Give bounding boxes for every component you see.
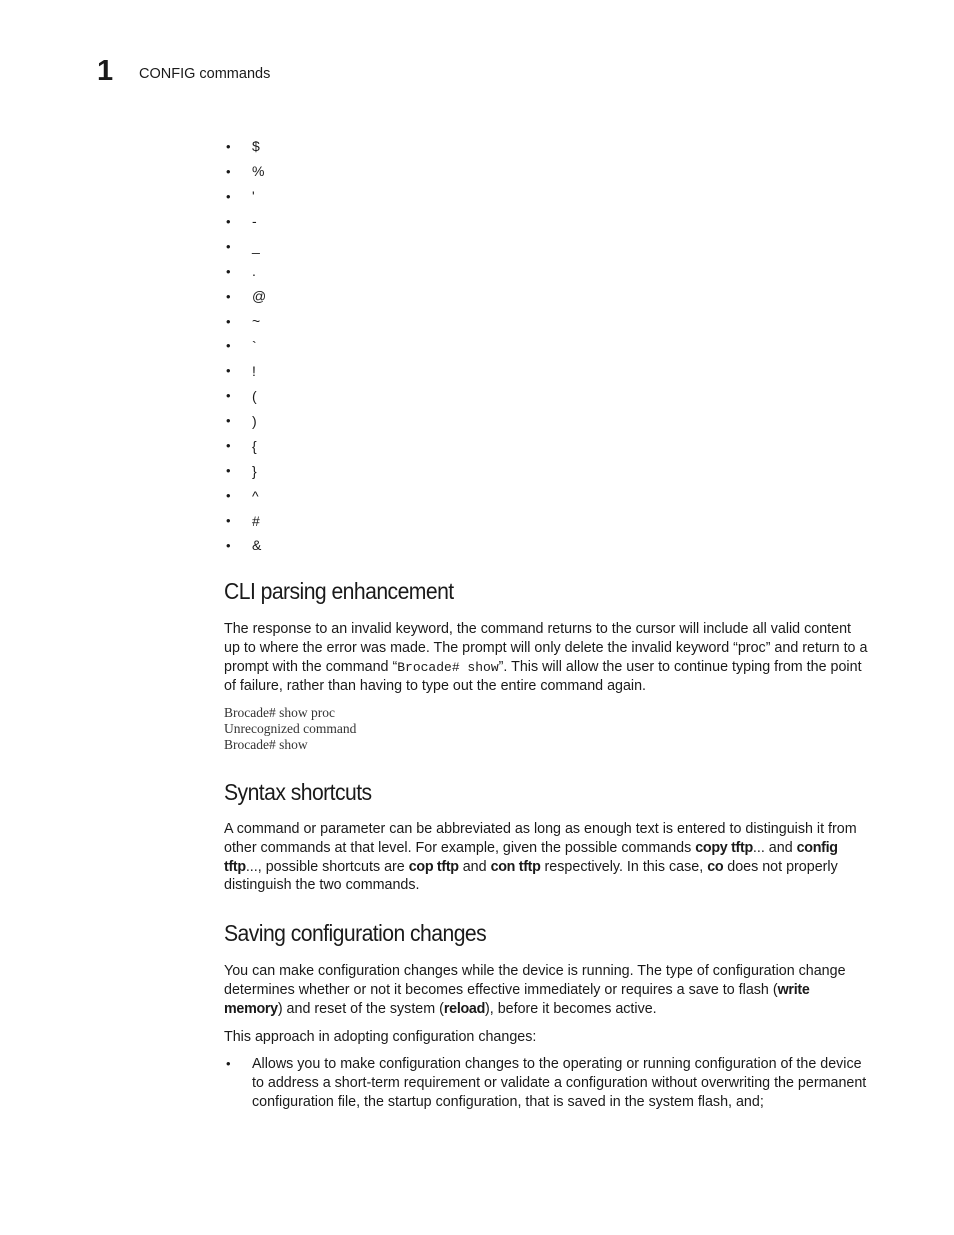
- section-heading-saving: Saving configuration changes: [224, 920, 487, 946]
- symbol: $: [252, 138, 260, 155]
- symbol: }: [252, 462, 257, 479]
- code-line: Brocade# show: [224, 737, 308, 752]
- syntax-paragraph: A command or parameter can be abbreviated as long as enough text is entered to distinguish it from other commands at that level. For example, given the possible commands copy tftp... and config tftp..., possible shortcuts are cop tftp and con tftp respectively. In this case, co does not properly distinguish the two commands.: [224, 821, 857, 894]
- list-item: [224, 259, 266, 284]
- list-item: [224, 334, 266, 359]
- list-item: [224, 234, 266, 259]
- symbol: %: [252, 163, 265, 180]
- section-heading-syntax: Syntax shortcuts: [224, 779, 372, 805]
- bullet-icon: •: [226, 213, 231, 229]
- list-item: [224, 134, 266, 159]
- list-item: [224, 1055, 869, 1111]
- inline-code: Brocade# show: [397, 659, 499, 675]
- list-item: [224, 309, 266, 334]
- list-item: [224, 533, 266, 558]
- list-item: [224, 483, 266, 508]
- symbol-list: [224, 134, 266, 558]
- bullet-icon: •: [226, 363, 231, 379]
- keyword: config tftp: [224, 839, 838, 875]
- keyword: write memory: [224, 981, 810, 1017]
- bullet-icon: •: [226, 238, 231, 254]
- bullet-icon: •: [226, 388, 231, 404]
- code-block: [224, 705, 356, 753]
- keyword: cop tftp: [408, 858, 459, 875]
- symbol: `: [252, 337, 257, 354]
- symbol: @: [252, 288, 267, 305]
- bullet-icon: •: [226, 513, 231, 529]
- keyword: copy tftp: [695, 839, 753, 856]
- section-heading-cli: CLI parsing enhancement: [224, 578, 454, 604]
- keyword: reload: [443, 1000, 486, 1017]
- list-item: [224, 458, 266, 483]
- list-item: [224, 284, 266, 309]
- symbol: #: [252, 512, 260, 529]
- symbol: !: [252, 362, 256, 379]
- symbol: ): [252, 412, 257, 429]
- saving-paragraph: You can make configuration changes while the device is running. The type of configuration change determines whether or not it becomes effective immediately or requires a save to flash (write memory) and reset of the system (reload), before it becomes active.: [224, 963, 846, 1017]
- symbol: ^: [252, 487, 259, 504]
- symbol: &: [252, 537, 262, 554]
- chapter-number: 1: [97, 55, 114, 87]
- approach-paragraph: This approach in adopting configuration changes:: [224, 1029, 537, 1045]
- keyword: co: [707, 858, 724, 875]
- page-header: [97, 55, 270, 87]
- symbol: (: [252, 387, 257, 404]
- bullet-icon: •: [226, 537, 231, 553]
- bullet-icon: •: [226, 313, 231, 329]
- chapter-title: CONFIG commands: [139, 65, 271, 82]
- approach-list: [224, 1055, 869, 1111]
- list-item: [224, 209, 266, 234]
- bullet-icon: •: [226, 263, 231, 279]
- list-item: [224, 159, 266, 184]
- bullet-icon: •: [226, 463, 231, 479]
- bullet-icon: •: [226, 188, 231, 204]
- list-item: [224, 433, 266, 458]
- bullet-icon: •: [226, 163, 231, 179]
- list-item: [224, 358, 266, 383]
- symbol: {: [252, 437, 257, 454]
- bullet-icon: •: [226, 438, 231, 454]
- bullet-icon: •: [226, 1056, 231, 1071]
- code-line: Brocade# show proc: [224, 705, 335, 720]
- bullet-icon: •: [226, 338, 231, 354]
- bullet-icon: •: [226, 488, 231, 504]
- symbol: ~: [252, 313, 261, 330]
- list-item: [224, 184, 266, 209]
- code-line: Unrecognized command: [224, 721, 357, 736]
- list-item: [224, 383, 266, 408]
- symbol: ': [252, 188, 255, 205]
- keyword: con tftp: [490, 858, 541, 875]
- bullet-icon: •: [226, 138, 231, 154]
- bullet-icon: •: [226, 413, 231, 429]
- symbol: -: [252, 213, 257, 230]
- symbol: _: [252, 238, 260, 255]
- bullet-icon: •: [226, 288, 231, 304]
- symbol: .: [252, 263, 256, 280]
- list-item: [224, 508, 266, 533]
- cli-paragraph: The response to an invalid keyword, the command returns to the cursor will include all valid content up to where the error was made. The prompt will only delete the invalid keyword “proc” and return to a prompt with the command “Brocade# show”. This will allow the user to continue typing from the point of failure, rather than having to type out the entire command again.: [224, 621, 868, 695]
- list-item-text: Allows you to make configuration changes to the operating or running configuration of the device to address a short-term requirement or validate a configuration without overwriting the permanent configuration file, the startup configuration, that is saved in the system flash, and;: [252, 1056, 867, 1110]
- list-item: [224, 408, 266, 433]
